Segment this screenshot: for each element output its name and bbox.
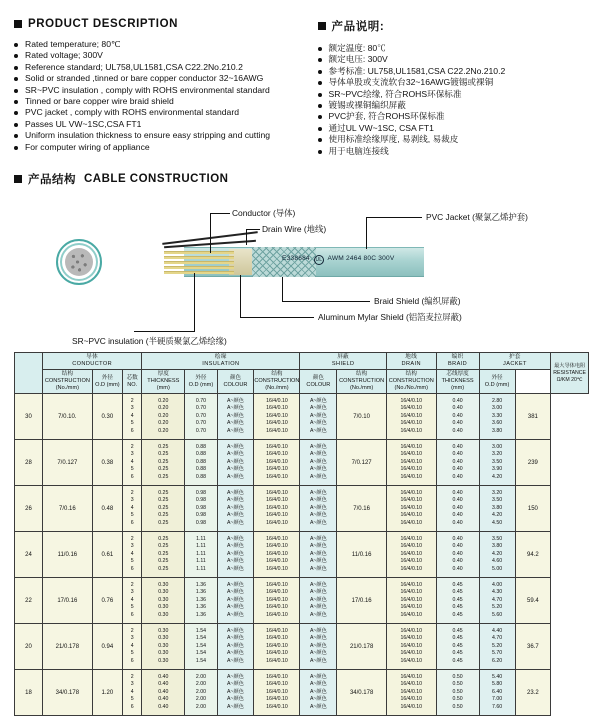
cell-shield-colour: A~颜色 A~颜色 A~颜色 A~颜色 A~颜色 <box>300 578 337 624</box>
label-conductor: Conductor (导体) <box>232 208 296 219</box>
group-resistance: 最大导体电阻 RESISTANCE Ω/KM 20℃ <box>551 353 589 394</box>
group-jacket: 护套 JACKET <box>479 353 551 370</box>
th-insulation-colour: 颜色 COLOUR <box>217 370 254 394</box>
cell-insulation-colour: A~颜色 A~颜色 A~颜色 A~颜色 A~颜色 <box>217 440 254 486</box>
cell-shield-construction: 16/4/0.10 16/4/0.10 16/4/0.10 16/4/0.10 16/4/0.10 <box>254 578 300 624</box>
product-description-cn <box>304 18 594 157</box>
cell-insulation-thickness: 0.25 0.25 0.25 0.25 0.25 <box>142 486 185 532</box>
cell-insulation-colour: A~颜色 A~颜色 A~颜色 A~颜色 A~颜色 <box>217 394 254 440</box>
group-shield: 屏蔽 SHIELD <box>300 353 386 370</box>
cell-resistance: 59.4 <box>515 578 551 624</box>
cell-jacket-od: 3.50 3.80 4.20 4.60 5.00 <box>479 532 515 578</box>
th-jacket-thickness: 芯线厚度 THICKNESS (mm) <box>436 370 479 394</box>
cell-drain-construction: 7/0.10 <box>337 394 387 440</box>
cell-cores: 2 3 4 5 6 <box>123 440 142 486</box>
cell-shield-colour: A~颜色 A~颜色 A~颜色 A~颜色 A~颜色 <box>300 440 337 486</box>
list-item: SR~PVC绘缘, 符合ROHS环保标准 <box>318 89 594 100</box>
cell-conductor-construction: 7/0.10. <box>43 394 93 440</box>
list-item: PVC护套, 符合ROHS环保标准 <box>318 111 594 122</box>
product-description-list-cn <box>318 43 594 157</box>
cell-conductor-od: 0.76 <box>92 578 122 624</box>
cell-awg: 20 <box>15 624 43 670</box>
table-row <box>15 578 589 624</box>
spec-section <box>0 0 603 157</box>
cell-cores: 2 3 4 5 6 <box>123 670 142 716</box>
list-item: 额定温度: 80℃ <box>318 43 594 54</box>
cable-printing <box>282 255 394 265</box>
bullet-square-icon <box>14 175 22 183</box>
cell-drain-construction: 34/0.178 <box>337 670 387 716</box>
cell-cores: 2 3 4 5 6 <box>123 532 142 578</box>
file-number: E338684 <box>282 255 310 263</box>
cell-resistance: 23.2 <box>515 670 551 716</box>
cell-jacket-thickness: 0.50 0.50 0.50 0.50 0.50 <box>436 670 479 716</box>
list-item: 镀锡或裸铜编织屏蔽 <box>318 100 594 111</box>
cell-braid-construction: 16/4/0.10 16/4/0.10 16/4/0.10 16/4/0.10 16/4/0.10 <box>386 486 436 532</box>
cell-awg: 26 <box>15 486 43 532</box>
list-item: Reference standard; UL758,UL1581,CSA C22.2No.210.2 <box>14 62 304 73</box>
cell-awg: 18 <box>15 670 43 716</box>
cell-insulation-colour: A~颜色 A~颜色 A~颜色 A~颜色 A~颜色 <box>217 532 254 578</box>
group-insulation: 绘缘 INSULATION <box>142 353 300 370</box>
cell-braid-construction: 16/4/0.10 16/4/0.10 16/4/0.10 16/4/0.10 16/4/0.10 <box>386 440 436 486</box>
cell-drain-construction: 11/0.16 <box>337 532 387 578</box>
th-shield-construction: 结构 CONSTRUCTION (No./mm) <box>254 370 300 394</box>
cell-jacket-thickness: 0.40 0.40 0.40 0.40 0.40 <box>436 486 479 532</box>
cell-insulation-thickness: 0.30 0.30 0.30 0.30 0.30 <box>142 578 185 624</box>
list-item: Rated temperature; 80℃ <box>14 39 304 50</box>
cell-shield-colour: A~颜色 A~颜色 A~颜色 A~颜色 A~颜色 <box>300 624 337 670</box>
ul-logo-icon: UL <box>315 257 323 264</box>
cable-construction-section <box>0 171 603 351</box>
table-group-row <box>15 353 589 370</box>
list-item: 通过UL VW~1SC, CSA FT1 <box>318 123 594 134</box>
list-item: 导体单股或支流软台32~16AWG镀锡或裸铜 <box>318 77 594 88</box>
cell-drain-construction: 7/0.127 <box>337 440 387 486</box>
cell-jacket-od: 5.40 5.80 6.40 7.00 7.60 <box>479 670 515 716</box>
title-cn: 产品结构 <box>28 174 76 187</box>
cell-insulation-od: 0.98 0.98 0.98 0.98 0.98 <box>185 486 217 532</box>
th-braid-construction: 结构 CONSTRUCTION (No./No./mm) <box>386 370 436 394</box>
cell-jacket-thickness: 0.45 0.45 0.45 0.45 0.45 <box>436 624 479 670</box>
list-item: SR~PVC insulation , comply with ROHS environmental standard <box>14 85 304 96</box>
list-item: Solid or stranded ,tinned or bare copper conductor 32~16AWG <box>14 73 304 84</box>
cell-conductor-od: 0.94 <box>92 624 122 670</box>
list-item: Passes UL VW~1SC,CSA FT1 <box>14 119 304 130</box>
cell-shield-construction: 16/4/0.10 16/4/0.10 16/4/0.10 16/4/0.10 16/4/0.10 <box>254 394 300 440</box>
cell-jacket-thickness: 0.40 0.40 0.40 0.40 0.40 <box>436 394 479 440</box>
cell-insulation-od: 2.00 2.00 2.00 2.00 2.00 <box>185 670 217 716</box>
cell-insulation-od: 1.11 1.11 1.11 1.11 1.11 <box>185 532 217 578</box>
table-row <box>15 670 589 716</box>
cell-awg: 28 <box>15 440 43 486</box>
cell-insulation-od: 1.54 1.54 1.54 1.54 1.54 <box>185 624 217 670</box>
cell-conductor-construction: 11/0.16 <box>43 532 93 578</box>
cell-conductor-od: 0.30 <box>92 394 122 440</box>
cell-insulation-thickness: 0.20 0.20 0.20 0.20 0.20 <box>142 394 185 440</box>
cell-conductor-od: 0.61 <box>92 532 122 578</box>
cell-insulation-colour: A~颜色 A~颜色 A~颜色 A~颜色 A~颜色 <box>217 624 254 670</box>
list-item: Rated voltage; 300V <box>14 50 304 61</box>
cell-awg: 24 <box>15 532 43 578</box>
label-mylar-shield: Aluminum Mylar Shield (铝箔麦拉屏蔽) <box>318 312 462 323</box>
label-insulation: SR~PVC insulation (半硬质聚氯乙烯绘缘) <box>72 336 227 347</box>
group-awg <box>15 353 43 394</box>
table-row <box>15 624 589 670</box>
cell-drain-construction: 21/0.178 <box>337 624 387 670</box>
insulated-cores <box>164 251 234 273</box>
cell-conductor-construction: 7/0.127 <box>43 440 93 486</box>
cell-jacket-od: 2.80 3.00 3.30 3.60 3.80 <box>479 394 515 440</box>
label-pvc-jacket: PVC Jacket (聚氯乙烯护套) <box>426 212 528 223</box>
cell-resistance: 150 <box>515 486 551 532</box>
product-description-title-cn <box>318 18 594 34</box>
cell-shield-colour: A~颜色 A~颜色 A~颜色 A~颜色 A~颜色 <box>300 486 337 532</box>
specification-table <box>14 352 589 716</box>
cell-awg: 22 <box>15 578 43 624</box>
cell-conductor-od: 0.38 <box>92 440 122 486</box>
cable-cross-section-icon <box>56 239 102 285</box>
cell-jacket-thickness: 0.40 0.40 0.40 0.40 0.40 <box>436 532 479 578</box>
label-drain-wire: Drain Wire (地线) <box>262 224 327 235</box>
cell-jacket-thickness: 0.45 0.45 0.45 0.45 0.45 <box>436 578 479 624</box>
cell-cores: 2 3 4 5 6 <box>123 578 142 624</box>
cell-shield-construction: 16/4/0.10 16/4/0.10 16/4/0.10 16/4/0.10 16/4/0.10 <box>254 440 300 486</box>
cell-cores: 2 3 4 5 6 <box>123 394 142 440</box>
table-row <box>15 440 589 486</box>
list-item: Tinned or bare copper wire braid shield <box>14 96 304 107</box>
title-text: PRODUCT DESCRIPTION <box>28 18 179 30</box>
list-item: For computer wiring of appliance <box>14 142 304 153</box>
table-head <box>15 353 589 394</box>
th-conductor-od: 外径 O.D (mm) <box>92 370 122 394</box>
cell-insulation-thickness: 0.30 0.30 0.30 0.30 0.30 <box>142 624 185 670</box>
cell-braid-construction: 16/4/0.10 16/4/0.10 16/4/0.10 16/4/0.10 16/4/0.10 <box>386 532 436 578</box>
cell-drain-construction: 7/0.16 <box>337 486 387 532</box>
cell-resistance: 36.7 <box>515 624 551 670</box>
list-item: PVC jacket , comply with ROHS environmental standard <box>14 107 304 118</box>
cell-insulation-od: 1.36 1.36 1.36 1.36 1.36 <box>185 578 217 624</box>
cell-braid-construction: 16/4/0.10 16/4/0.10 16/4/0.10 16/4/0.10 16/4/0.10 <box>386 578 436 624</box>
list-item: 使用标准绘缘厚度, 易剥线, 易裁皮 <box>318 134 594 145</box>
list-item: Uniform insulation thickness to ensure easy stripping and cutting <box>14 130 304 141</box>
list-item: 用于电脑连接线 <box>318 146 594 157</box>
group-conductor: 导体 CONDUCTOR <box>43 353 142 370</box>
cell-shield-colour: A~颜色 A~颜色 A~颜色 A~颜色 A~颜色 <box>300 532 337 578</box>
table-row <box>15 532 589 578</box>
cell-conductor-od: 1.20 <box>92 670 122 716</box>
cell-conductor-construction: 34/0.178 <box>43 670 93 716</box>
cell-conductor-od: 0.48 <box>92 486 122 532</box>
cell-cores: 2 3 4 5 6 <box>123 486 142 532</box>
bullet-square-icon <box>14 20 22 28</box>
cell-conductor-construction: 17/0.16 <box>43 578 93 624</box>
th-jacket-od: 外径 O.D (mm) <box>479 370 515 394</box>
cell-shield-construction: 16/4/0.10 16/4/0.10 16/4/0.10 16/4/0.10 16/4/0.10 <box>254 670 300 716</box>
cell-jacket-thickness: 0.40 0.40 0.40 0.40 0.40 <box>436 440 479 486</box>
cell-resistance: 94.2 <box>515 532 551 578</box>
bullet-square-icon <box>318 22 326 30</box>
group-braid: 编织 BRAID <box>436 353 479 370</box>
cell-drain-construction: 17/0.16 <box>337 578 387 624</box>
cell-jacket-od: 3.20 3.50 3.80 4.20 4.50 <box>479 486 515 532</box>
cell-resistance: 381 <box>515 394 551 440</box>
cable-diagram <box>14 191 603 351</box>
rating-text: AWM 2464 80C 300V <box>327 255 395 263</box>
list-item: 参考标准: UL758,UL1581,CSA C22.2No.210.2 <box>318 66 594 77</box>
group-drain: 地线 DRAIN <box>386 353 436 370</box>
cell-braid-construction: 16/4/0.10 16/4/0.10 16/4/0.10 16/4/0.10 16/4/0.10 <box>386 394 436 440</box>
list-item: 额定电压: 300V <box>318 54 594 65</box>
cell-jacket-od: 4.40 4.70 5.20 5.70 6.20 <box>479 624 515 670</box>
cell-shield-construction: 16/4/0.10 16/4/0.10 16/4/0.10 16/4/0.10 16/4/0.10 <box>254 532 300 578</box>
cell-insulation-od: 0.88 0.88 0.88 0.88 0.88 <box>185 440 217 486</box>
th-drain-construction: 结构 CONSTRUCTION (No./mm) <box>337 370 387 394</box>
cell-resistance: 239 <box>515 440 551 486</box>
table-row <box>15 394 589 440</box>
product-description-list <box>14 39 304 153</box>
cell-insulation-thickness: 0.25 0.25 0.25 0.25 0.25 <box>142 440 185 486</box>
th-shield-colour: 颜色 COLOUR <box>300 370 337 394</box>
cable-construction-title <box>14 171 603 187</box>
th-insulation-thickness: 厚度 THICKNESS (mm) <box>142 370 185 394</box>
cell-jacket-od: 3.00 3.20 3.50 3.90 4.20 <box>479 440 515 486</box>
cell-braid-construction: 16/4/0.10 16/4/0.10 16/4/0.10 16/4/0.10 16/4/0.10 <box>386 670 436 716</box>
product-description-en <box>14 18 304 157</box>
table-row <box>15 486 589 532</box>
title-text: 产品说明: <box>331 21 385 33</box>
cell-shield-colour: A~颜色 A~颜色 A~颜色 A~颜色 A~颜色 <box>300 670 337 716</box>
cell-braid-construction: 16/4/0.10 16/4/0.10 16/4/0.10 16/4/0.10 16/4/0.10 <box>386 624 436 670</box>
cell-jacket-od: 4.00 4.30 4.70 5.20 5.60 <box>479 578 515 624</box>
th-cores: 芯数 NO. <box>123 370 142 394</box>
th-insulation-od: 外径 O.D (mm) <box>185 370 217 394</box>
cell-insulation-thickness: 0.40 0.40 0.40 0.40 0.40 <box>142 670 185 716</box>
title-en: CABLE CONSTRUCTION <box>84 173 229 186</box>
th-conductor-construction: 结构 CONSTRUCTION (No./mm) <box>43 370 93 394</box>
cell-insulation-od: 0.70 0.70 0.70 0.70 0.70 <box>185 394 217 440</box>
cell-cores: 2 3 4 5 6 <box>123 624 142 670</box>
cell-awg: 30 <box>15 394 43 440</box>
cell-conductor-construction: 7/0.16 <box>43 486 93 532</box>
cell-insulation-thickness: 0.25 0.25 0.25 0.25 0.25 <box>142 532 185 578</box>
cell-insulation-colour: A~颜色 A~颜色 A~颜色 A~颜色 A~颜色 <box>217 578 254 624</box>
cell-conductor-construction: 21/0.178 <box>43 624 93 670</box>
table-header-row <box>15 370 589 394</box>
cell-shield-colour: A~颜色 A~颜色 A~颜色 A~颜色 A~颜色 <box>300 394 337 440</box>
cell-insulation-colour: A~颜色 A~颜色 A~颜色 A~颜色 A~颜色 <box>217 486 254 532</box>
label-braid-shield: Braid Shield (编织屏蔽) <box>374 296 461 307</box>
table-body <box>15 394 589 716</box>
cell-insulation-colour: A~颜色 A~颜色 A~颜色 A~颜色 A~颜色 <box>217 670 254 716</box>
product-description-title <box>14 18 304 30</box>
cell-shield-construction: 16/4/0.10 16/4/0.10 16/4/0.10 16/4/0.10 16/4/0.10 <box>254 624 300 670</box>
cell-shield-construction: 16/4/0.10 16/4/0.10 16/4/0.10 16/4/0.10 16/4/0.10 <box>254 486 300 532</box>
